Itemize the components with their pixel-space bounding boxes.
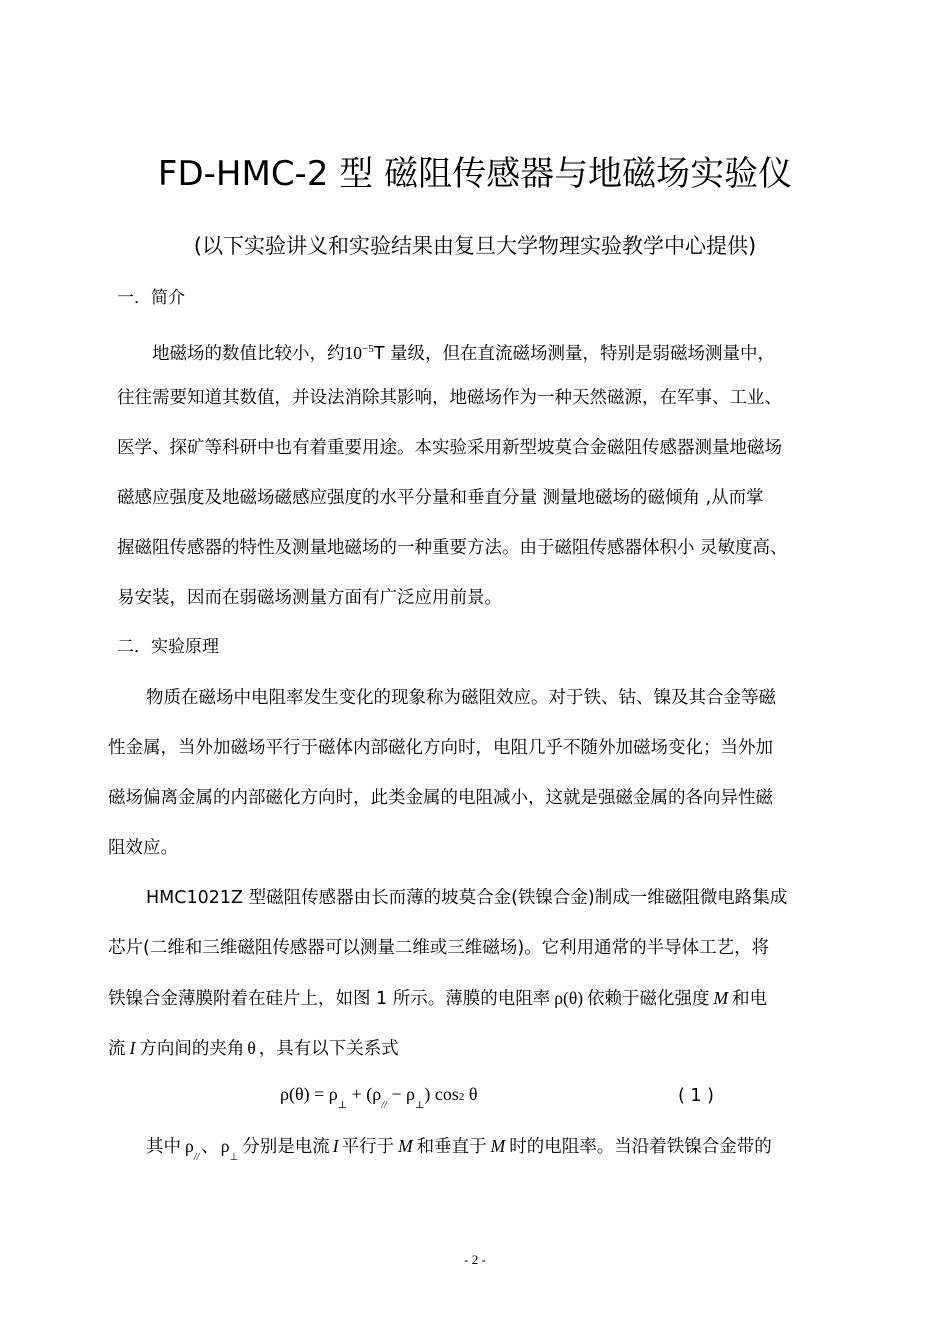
intro-line-1-a: 地磁场的数值比较小，约	[152, 343, 345, 364]
p3-sub-par: //	[193, 1152, 200, 1163]
intro-line-2: 往往需要知道其数值，并设法消除其影响，地磁场作为一种天然磁源，在军事、工业、	[117, 388, 782, 408]
p3-rho-2: ρ	[220, 1136, 230, 1156]
eq-theta: θ	[468, 1084, 478, 1104]
principle-p2-line-4	[108, 1036, 399, 1061]
intro-line-6: 易安装，因而在弱磁场测量方面有广泛应用前景。	[117, 588, 502, 608]
p3-M-2: M	[490, 1136, 506, 1156]
section-heading-intro: 一．简介	[117, 288, 185, 308]
p2-line-3-c: 和电	[732, 989, 768, 1009]
intro-line-3: 医学、探矿等科研中也有着重要用途。本实验采用新型坡莫合金磁阻传感器测量地磁场	[117, 438, 782, 458]
p2-line-3-b: 依赖于磁化强度	[587, 989, 710, 1009]
eq-lhs: ρ(θ) = ρ	[280, 1084, 338, 1104]
p2-line-4-c: ，具有以下关系式	[258, 1039, 399, 1059]
eq-sub-par: //	[381, 1100, 387, 1111]
page-subtitle: (以下实验讲义和实验结果由复旦大学物理实验教学中心提供)	[193, 234, 757, 258]
intro-line-1	[152, 337, 775, 366]
page-number: - 2 -	[464, 1252, 486, 1267]
principle-p1-line-3: 磁场偏离金属的内部磁化方向时，此类金属的电阻减小，这就是强磁金属的各向异性磁	[108, 788, 773, 808]
p3-M-1: M	[398, 1136, 413, 1156]
intro-line-5: 握磁阻传感器的特性及测量地磁场的一种重要方法。由于磁阻传感器体积小 灵敏度高、	[117, 538, 788, 558]
intro-line-1-b: T 量级，但在直流磁场测量，特别是弱磁场测量中，	[373, 343, 775, 364]
principle-p2-line-3	[108, 986, 767, 1011]
principle-p1-line-2: 性金属，当外加磁场平行于磁体内部磁化方向时，电阻几乎不随外加磁场变化；当外加	[108, 738, 773, 758]
principle-p1-line-1: 物质在磁场中电阻率发生变化的现象称为磁阻效应。对于铁、钴、镍及其合金等磁	[146, 688, 776, 708]
symbol-M: M	[713, 988, 729, 1008]
exponent: −5	[362, 343, 374, 355]
eq-sub-perp-2: ⊥	[414, 1100, 425, 1111]
p3-d: 和垂直于	[416, 1137, 487, 1157]
principle-p1-line-4: 阻效应。	[108, 838, 178, 858]
p3-sub-perp: ⊥	[229, 1152, 239, 1163]
p3-rho-1: ρ	[185, 1136, 194, 1156]
p3-I: I	[332, 1136, 339, 1156]
p3-e: 时的电阻率。当沿着铁镍合金带的	[509, 1137, 772, 1157]
symbol-theta: θ	[247, 1038, 256, 1058]
page-title: FD-HMC-2 型 磁阻传感器与地磁场实验仪	[157, 154, 793, 194]
eq-square: 2	[458, 1091, 465, 1103]
principle-p2-line-2: 芯片(二维和三维磁阻传感器可以测量二维或三维磁场)。它利用通常的半导体工艺，将	[108, 938, 770, 958]
p3-b: 分别是电流	[242, 1137, 330, 1157]
eq-minus: − ρ	[391, 1084, 415, 1104]
eq-mid: + (ρ	[351, 1084, 382, 1104]
intro-line-4: 磁感应强度及地磁场磁感应强度的水平分量和垂直分量 测量地磁场的磁倾角 ,从而掌	[117, 488, 764, 508]
p2-line-3-a: 铁镍合金薄膜附着在硅片上，如图 1 所示。薄膜的电阻率	[108, 989, 551, 1009]
equation-1	[280, 1084, 478, 1111]
p3-sep: 、	[201, 1137, 219, 1157]
section-heading-principle: 二．实验原理	[117, 637, 219, 657]
eq-cos: ) cos	[424, 1084, 459, 1104]
symbol-I: I	[129, 1038, 136, 1058]
rho-theta: ρ(θ)	[554, 988, 584, 1008]
eq-sub-perp: ⊥	[337, 1100, 348, 1111]
p3-a: 其中	[146, 1137, 181, 1157]
p3-c: 平行于	[341, 1137, 395, 1157]
p2-line-4-b: 方向间的夹角	[139, 1039, 245, 1059]
principle-p2-line-1: HMC1021Z 型磁阻传感器由长而薄的坡莫合金(铁镍合金)制成一维磁阻微电路集成	[146, 888, 788, 908]
exponent-base: 10	[344, 342, 362, 363]
p2-line-4-a: 流	[108, 1039, 126, 1059]
principle-p3-line-1	[146, 1134, 772, 1162]
equation-number: ( 1 )	[678, 1086, 714, 1106]
